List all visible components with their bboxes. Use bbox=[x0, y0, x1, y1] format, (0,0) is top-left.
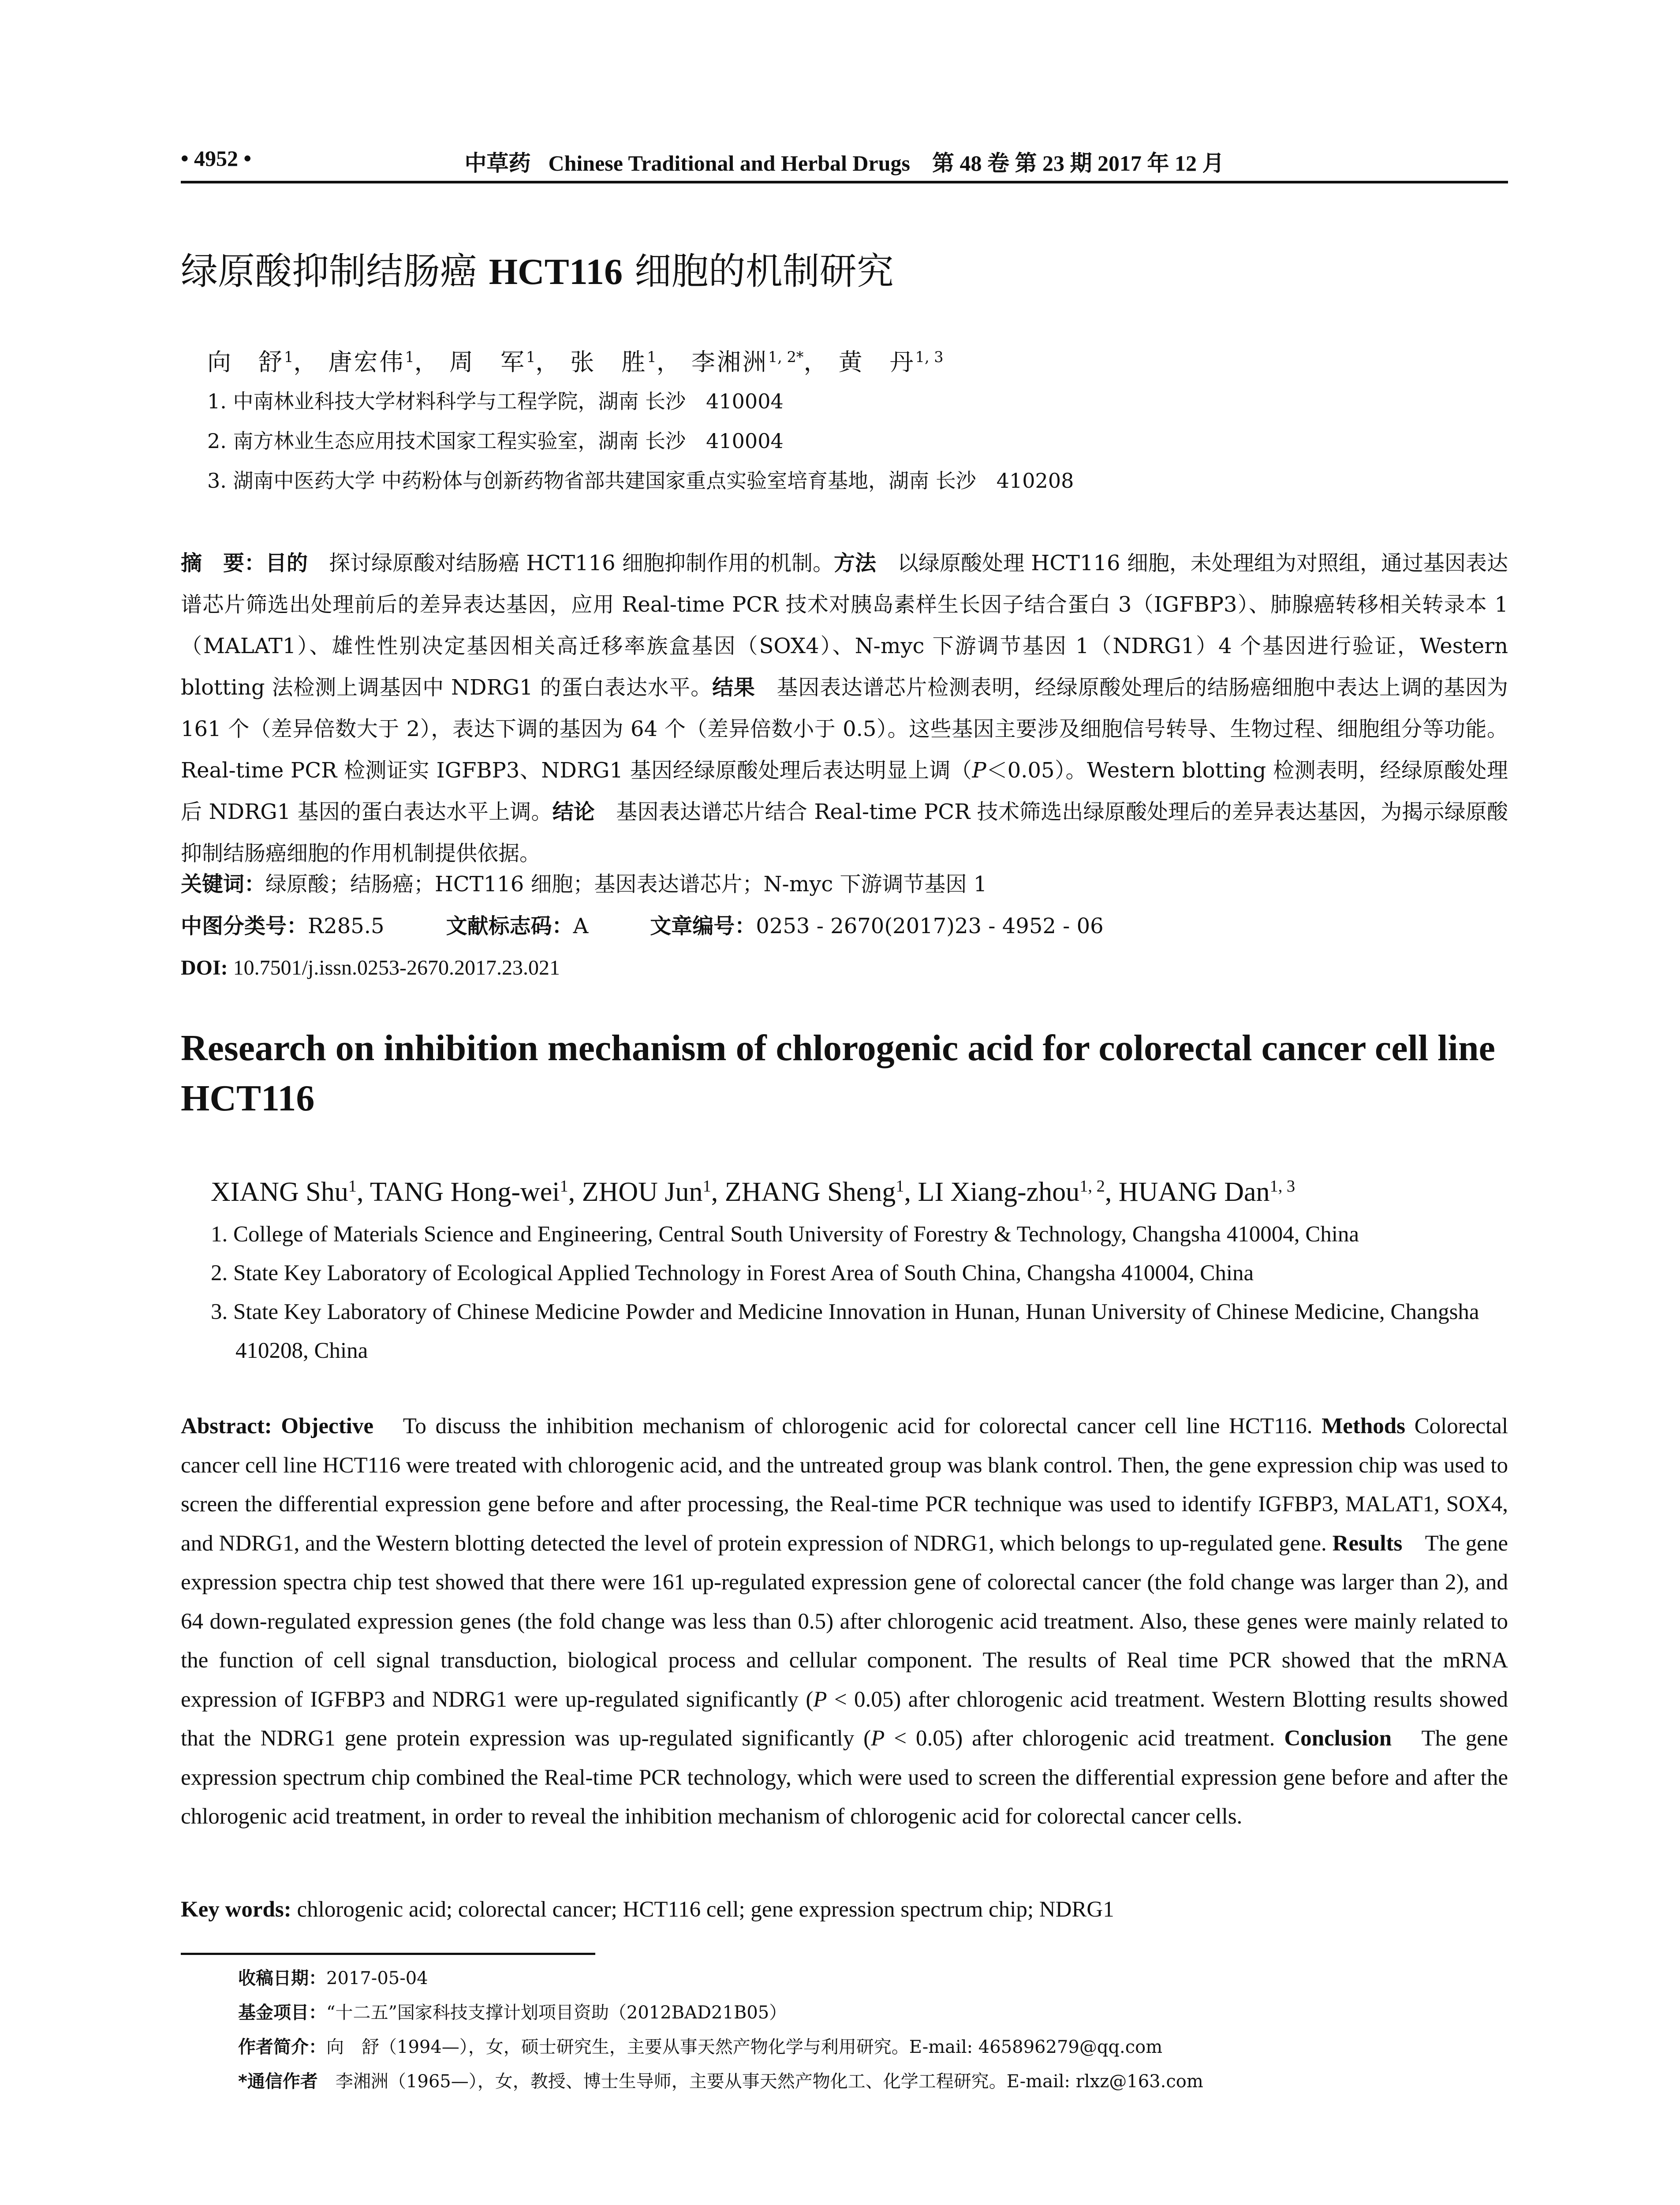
author-affiliation-mark: 1 bbox=[348, 1177, 357, 1196]
article-title-en: Research on inhibition mechanism of chlorogenic acid for colorectal cancer cell line HCT116 bbox=[181, 1028, 1495, 1119]
affiliation-en: 3. State Key Laboratory of Chinese Medicine Powder and Medicine Innovation in Hunan, Hunan University of Chinese Medicine, Changsha 410208, China bbox=[211, 1300, 1479, 1363]
author-affiliation-mark: 1 bbox=[647, 348, 657, 366]
author-name: 黄 丹 bbox=[838, 348, 915, 376]
author-affiliation-mark: 1 bbox=[284, 348, 294, 366]
clc-number: R285.5 bbox=[308, 914, 385, 938]
section-label-methods: Methods bbox=[1322, 1414, 1405, 1439]
section-label-objective: Objective bbox=[272, 1414, 373, 1439]
keywords-cn: 关键词：绿原酸；结肠癌；HCT116 细胞；基因表达谱芯片；N-myc 下游调节基因 1 bbox=[181, 872, 987, 897]
doi-value: 10.7501/j.issn.0253-2670.2017.23.021 bbox=[228, 956, 560, 979]
abstract-label: Abstract: bbox=[181, 1414, 272, 1439]
section-label-results: 结果 bbox=[712, 675, 755, 700]
footnote-funding: 基金项目：“十二五”国家科技支撑计划项目资助（2012BAD21B05） bbox=[238, 2003, 787, 2023]
page-number: • 4952 • bbox=[181, 146, 252, 171]
abstract-cn: 摘 要：目的 探讨绿原酸对结肠癌 HCT116 细胞抑制作用的机制。方法 以绿原酸处理 HCT116 细胞，未处理组为对照组，通过基因表达谱芯片筛选出处理前后的差异表达基因，应用 Real-time PCR 技术对胰岛素样生长因子结合蛋白 3（IGFBP3）、肺腺癌转移相关转录本 1（MALAT1）、雄性性别决定基因相关高迁移率族盒基因（SOX4）、N-myc 下游调节基因 1（NDRG1）4 个基因进行验证，Western blotting 法检测上调基因中 NDRG1 的蛋白表达水平。结果 基因表达谱芯片检测表明，经绿原酸处理后的结肠癌细胞中表达上调的基因为 161 个（差异倍数大于 2），表达下调的基因为 64 个（差异倍数小于 0.5）。这些基因主要涉及细胞信号转导、生物过程、细胞组分等功能。Real-time PCR 检测证实 IGFBP3、NDRG1 基因经绿原酸处理后表达明显上调（P＜0.05）。Western blotting 检测表明，经绿原酸处理后 NDRG1 基因的蛋白表达水平上调。结论 基因表达谱芯片结合 Real-time PCR 技术筛选出绿原酸处理后的差异表达基因，为揭示绿原酸抑制结肠癌细胞的作用机制提供依据。 bbox=[181, 551, 1508, 866]
running-header bbox=[181, 140, 1508, 183]
author-name: 周 军 bbox=[449, 348, 526, 376]
footnote-received-date: 收稿日期：2017-05-04 bbox=[238, 1968, 428, 1988]
affiliation-cn: 2. 南方林业生态应用技术国家工程实验室，湖南 长沙 410004 bbox=[207, 429, 784, 453]
footnote-author-bio: 作者简介：向 舒（1994—），女，硕士研究生，主要从事天然产物化学与利用研究。E-mail: 465896279@qq.com bbox=[238, 2037, 1163, 2057]
author-list-cn: 向 舒$^1$， 唐宏伟$^1$， 周 军$^1$， 张 胜$^1$， 李湘洲$^{1, 2*}$， 黄 丹$^{1, 3}$ bbox=[207, 348, 944, 376]
article-title-cn: 绿原酸抑制结肠癌 HCT116 细胞的机制研究 bbox=[181, 250, 894, 293]
article-number: 0253 - 2670(2017)23 - 4952 - 06 bbox=[756, 914, 1104, 938]
author-affiliation-mark: 1 bbox=[560, 1177, 568, 1196]
abstract-en: Abstract: Objective To discuss the inhibition mechanism of chlorogenic acid for colorectal cancer cell line HCT116. Methods Colorectal cancer cell line HCT116 were treated with chlorogenic acid, and the untreated group was blank control. Then, the gene expression chip was used to screen the differential expression gene before and after processing, the Real-time PCR technique was used to identify IGFBP3, MALAT1, SOX4, and NDRG1, and the Western blotting detected the level of protein expression of NDRG1, which belongs to up-regulated gene. Results The gene expression spectra chip test showed that there were 161 up-regulated expression gene of colorectal cancer (the fold change was larger than 2), and 64 down-regulated expression genes (the fold change was less than 0.5) after chlorogenic acid treatment. Also, these genes were mainly related to the function of cell signal transduction, biological process and cellular component. The results of Real time PCR showed that the mRNA expression of IGFBP3 and NDRG1 were up-regulated significantly (P < 0.05) after chlorogenic acid treatment. Western Blotting results showed that the NDRG1 gene protein expression was up-regulated significantly (P < 0.05) after chlorogenic acid treatment. Conclusion The gene expression spectrum chip combined the Real-time PCR technology, which were used to screen the differential expression gene before and after the chlorogenic acid treatment, in order to reveal the inhibition mechanism of chlorogenic acid for colorectal cancer cells. bbox=[181, 1414, 1508, 1829]
author-name: HUANG Dan bbox=[1118, 1177, 1270, 1207]
affiliation-en: 2. State Key Laboratory of Ecological Applied Technology in Forest Area of South China, Changsha 410004, China bbox=[211, 1261, 1254, 1286]
section-label-conclusion: Conclusion bbox=[1284, 1726, 1392, 1751]
author-name: ZHANG Sheng bbox=[724, 1177, 896, 1207]
author-name: 张 胜 bbox=[570, 348, 647, 376]
author-affiliation-mark: 1 bbox=[896, 1177, 904, 1196]
author-name: LI Xiang-zhou bbox=[918, 1177, 1080, 1207]
author-affiliation-mark: 1 bbox=[405, 348, 414, 366]
author-name: ZHOU Jun bbox=[582, 1177, 703, 1207]
section-label-conclusion: 结论 bbox=[552, 800, 595, 824]
author-affiliation-mark: 1, 2* bbox=[768, 348, 804, 366]
author-affiliation-mark: 1, 3 bbox=[915, 348, 944, 366]
author-affiliation-mark: 1 bbox=[702, 1177, 711, 1196]
doi-line: DOI: 10.7501/j.issn.0253-2670.2017.23.021 bbox=[181, 956, 560, 979]
author-name: 向 舒 bbox=[207, 348, 284, 376]
author-affiliation-mark: 1, 3 bbox=[1269, 1177, 1295, 1196]
journal-name-cn: 中草药 bbox=[464, 150, 531, 176]
affiliation-cn: 3. 湖南中医药大学 中药粉体与创新药物省部共建国家重点实验室培育基地，湖南 长沙 410208 bbox=[207, 469, 1074, 493]
document-code: A bbox=[573, 914, 589, 938]
author-affiliation-mark: 1, 2 bbox=[1079, 1177, 1105, 1196]
journal-name-en-issue: Chinese Traditional and Herbal Drugs 第 48 卷 第 23 期 2017 年 12 月 bbox=[548, 151, 1225, 176]
author-affiliation-mark: 1 bbox=[526, 348, 536, 366]
classification-line: 中图分类号：R285.5 文献标志码：A 文章编号：0253 - 2670(2017)23 - 4952 - 06 bbox=[181, 914, 1104, 938]
journal-name bbox=[181, 146, 1508, 177]
author-name: XIANG Shu bbox=[211, 1177, 348, 1207]
footnote-divider bbox=[181, 1953, 595, 1955]
section-label-methods: 方法 bbox=[834, 551, 877, 576]
affiliation-cn: 1. 中南林业科技大学材料科学与工程学院，湖南 长沙 410004 bbox=[207, 389, 784, 413]
section-label-results: Results bbox=[1332, 1531, 1403, 1556]
author-name: 李湘洲 bbox=[691, 348, 768, 376]
footnote-corresponding-author: *通信作者 李湘洲（1965—），女，教授、博士生导师，主要从事天然产物化工、化学工程研究。E-mail: rlxz@163.com bbox=[238, 2071, 1203, 2092]
abstract-label: 摘 要： bbox=[181, 551, 266, 576]
keywords-en: Key words: chlorogenic acid; colorectal cancer; HCT116 cell; gene expression spectrum chip; NDRG1 bbox=[181, 1897, 1114, 1922]
author-list-en: XIANG Shu$^1$, TANG Hong-wei$^1$, ZHOU Jun$^1$, ZHANG Sheng$^1$, LI Xiang-zhou$^{1, 2}$, HUANG Dan$^{1, 3}$ bbox=[211, 1177, 1295, 1207]
author-name: TANG Hong-wei bbox=[370, 1177, 560, 1207]
author-name: 唐宏伟 bbox=[328, 348, 405, 376]
section-label-objective: 目的 bbox=[265, 551, 308, 576]
affiliation-en: 1. College of Materials Science and Engineering, Central South University of Forestry & Technology, Changsha 410004, China bbox=[211, 1222, 1359, 1247]
